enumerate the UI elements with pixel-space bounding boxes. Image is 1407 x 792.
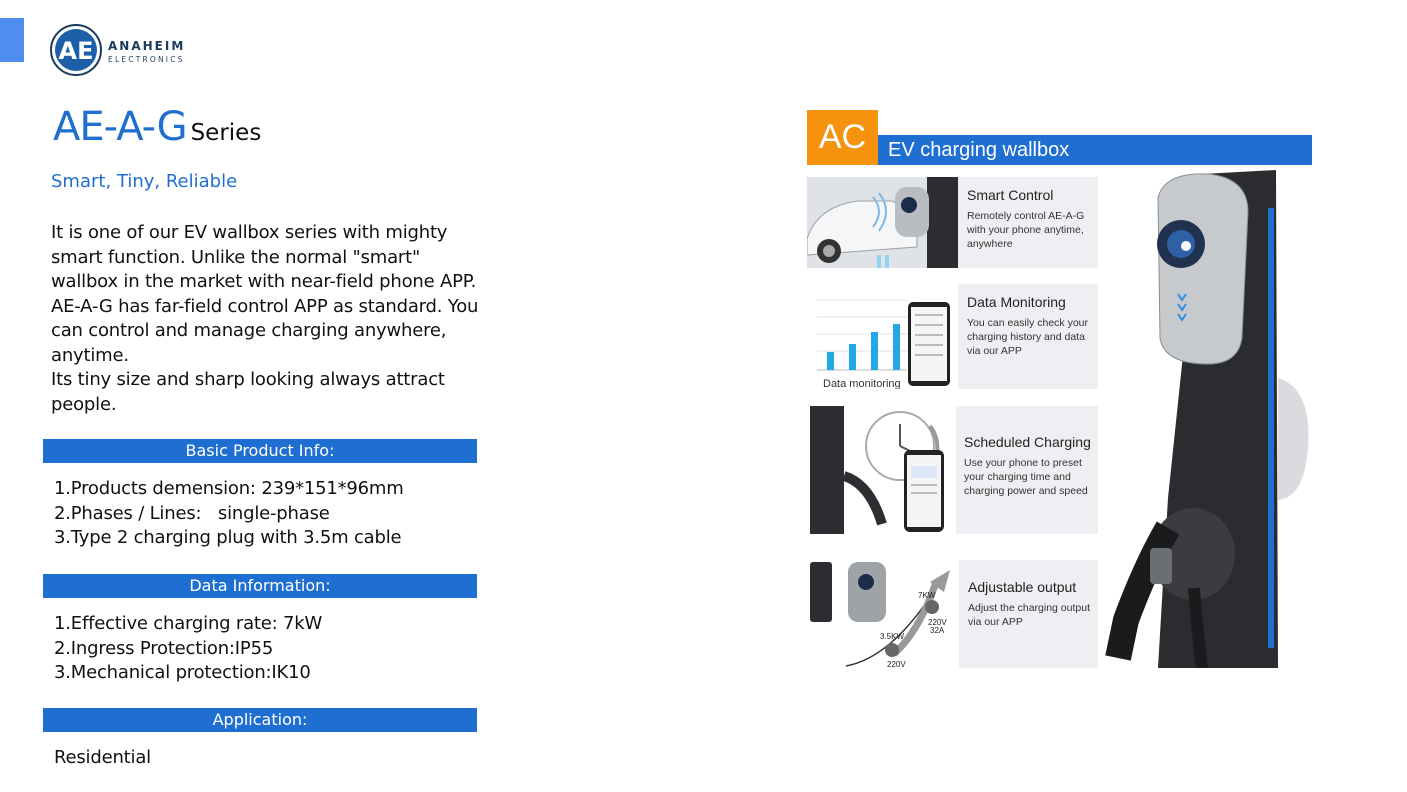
feature-smart-control [958,177,1098,268]
tagline: Smart, Tiny, Reliable [51,171,238,192]
description-paragraph: It is one of our EV wallbox series with mighty smart function. Unlike the normal "smart" wallbox in the market with near-field phone APP. AE-A-G has far-field control APP as standard. You can control and manage charging anywhere, anytime. [51,222,479,366]
anaheim-logo-icon [50,24,102,76]
feature-description: Use your phone to preset your charging time and charging power and speed [964,457,1088,497]
ac-badge: AC [807,110,878,165]
application-heading: Application: [43,708,477,732]
data-info-heading: Data Information: [43,574,477,598]
feature-title: Smart Control [967,187,1054,203]
brand-subtitle: ELECTRONICS [108,55,185,64]
svg-text:7KW: 7KW [918,591,936,600]
feature-title: Scheduled Charging [964,434,1091,450]
svg-text:220V: 220V [887,660,906,668]
basic-info-heading: Basic Product Info: [43,439,477,463]
list-item: Residential [54,747,151,768]
corner-accent [0,18,24,62]
feature-description: Remotely control AE-A-G with your phone anytime, anywhere [967,210,1085,250]
wallbox-product-image [1098,168,1312,668]
application-list [54,746,151,771]
data-monitoring-chart-image [807,284,958,389]
page-title [53,104,261,150]
description-paragraph: Its tiny size and sharp looking always attract people. [51,369,445,415]
svg-text:32A: 32A [930,626,945,635]
car-and-charger-image [807,177,958,268]
list-item: 1.Products demension: 239*151*96mm [54,478,404,499]
feature-description: You can easily check your charging history and data via our APP [967,317,1089,357]
feature-description: Adjust the charging output via our APP [968,602,1091,628]
svg-text:220V: 220V [928,618,947,627]
list-item: 2.Phases / Lines: single-phase [54,502,330,524]
feature-title: Adjustable output [968,579,1077,595]
list-item: 1.Effective charging rate: 7kW [54,613,323,634]
panel-title: EV charging wallbox [878,135,1312,165]
scheduled-charging-clock-image [810,406,956,534]
feature-adjustable-output [959,560,1098,668]
list-item: 3.Mechanical protection:IK10 [54,662,311,683]
list-item: 3.Type 2 charging plug with 3.5m cable [54,527,402,548]
model-name: AE-A-G [53,104,187,150]
basic-info-list [54,477,404,551]
feature-data-monitoring [958,284,1098,389]
adjustable-output-image [810,560,959,668]
feature-scheduled-charging [956,406,1098,534]
brand-name [108,39,185,64]
data-info-list [54,612,322,686]
svg-text:Data monitoring: Data monitoring [823,378,901,389]
feature-title: Data Monitoring [967,294,1066,310]
description [51,221,483,417]
list-item: 2.Ingress Protection:IP55 [54,637,274,659]
series-label: Series [190,120,262,146]
svg-text:3.5KW: 3.5KW [880,632,905,641]
brand-title: ANAHEIM [108,39,186,53]
svg-text:AE: AE [58,37,94,65]
